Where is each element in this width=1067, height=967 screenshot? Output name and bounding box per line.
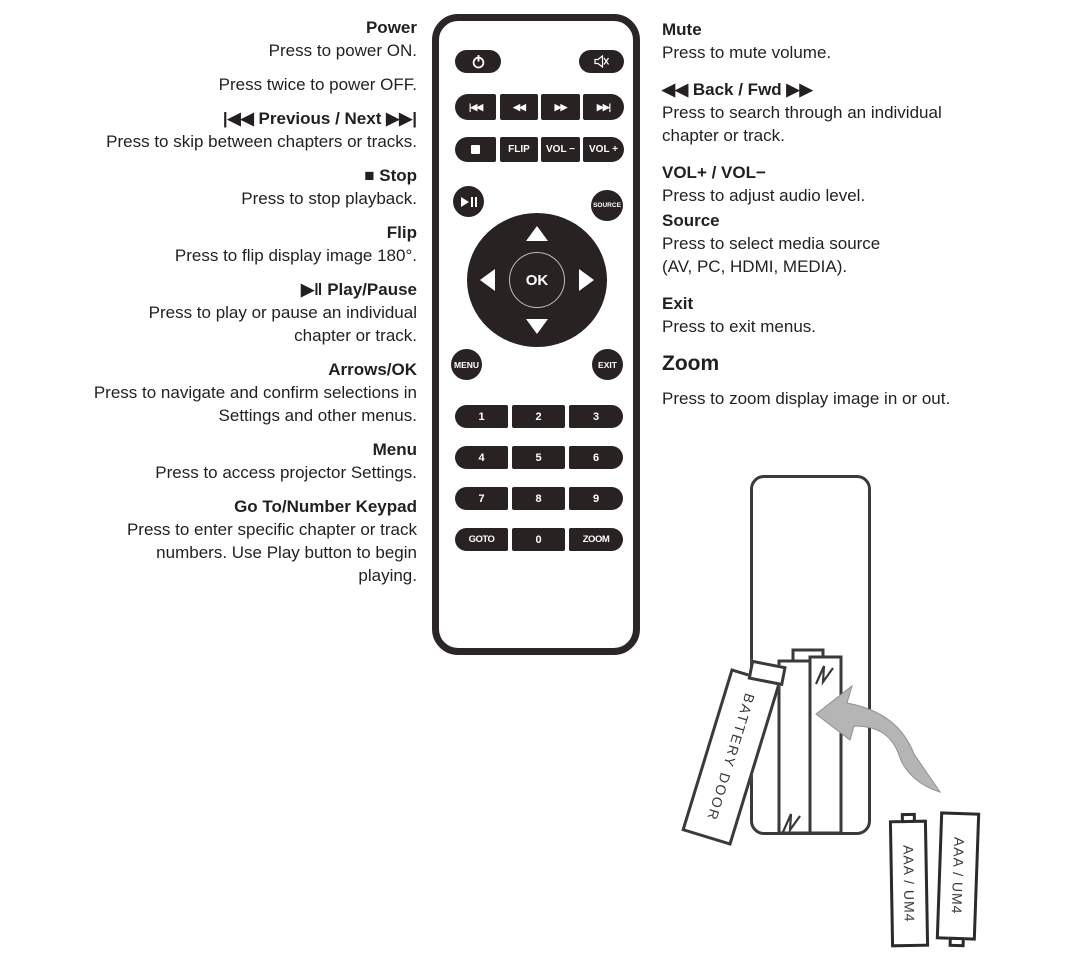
fast-forward-button[interactable] [541, 94, 580, 120]
volume-up-label: VOL + [589, 144, 618, 155]
battery-terminal-icon [949, 937, 965, 948]
label-play-pause-desc-1: Press to play or pause an individual [148, 303, 417, 322]
right-description-column [662, 18, 1062, 424]
label-play-pause-desc-2: chapter or track. [294, 326, 417, 345]
key-7-label: 7 [478, 492, 485, 505]
label-stop-title: ■ Stop [364, 166, 417, 185]
key-6-label: 6 [592, 451, 600, 464]
label-goto-keypad-desc-1: Press to enter specific chapter or track [126, 520, 417, 539]
previous-icon: |◀◀ [468, 101, 483, 112]
ok-button-label: OK [525, 271, 549, 289]
dpad [467, 213, 607, 347]
label-goto-keypad [18, 495, 417, 587]
previous-button[interactable] [455, 94, 496, 120]
power-icon [471, 54, 486, 69]
battery-terminal-icon [901, 813, 916, 823]
play-pause-button[interactable] [453, 186, 484, 217]
label-back-fwd-desc-1: Press to search through an individual [662, 103, 942, 122]
exit-button[interactable] [592, 349, 623, 380]
label-arrows-ok-desc-2: Settings and other menus. [218, 406, 417, 425]
volume-down-button[interactable] [541, 137, 580, 162]
next-button[interactable] [583, 94, 624, 120]
left-description-column [18, 16, 417, 598]
key-7[interactable] [455, 487, 508, 510]
label-flip [18, 221, 417, 267]
label-stop-desc: Press to stop playback. [241, 189, 417, 208]
key-9-label: 9 [592, 492, 600, 505]
label-play-pause-title: ▶‖ Play/Pause [300, 280, 417, 299]
arrow-left-icon[interactable] [480, 269, 495, 291]
label-arrows-ok [18, 358, 417, 427]
mute-button[interactable] [579, 50, 624, 73]
label-power-title: Power [365, 18, 417, 37]
flip-button[interactable] [500, 137, 538, 162]
key-6[interactable] [569, 446, 623, 469]
key-9[interactable] [569, 487, 623, 510]
ok-button[interactable] [509, 252, 565, 308]
label-mute [662, 18, 1062, 64]
battery-cell-aaa-2 [936, 811, 980, 940]
zoom-button-label: ZOOM [582, 534, 610, 545]
key-8-label: 8 [535, 492, 542, 505]
play-pause-icon [461, 197, 477, 207]
label-stop [18, 164, 417, 210]
volume-up-button[interactable] [583, 137, 624, 162]
label-source [662, 209, 1062, 278]
key-4-label: 4 [478, 451, 485, 464]
label-exit-title: Exit [662, 294, 694, 313]
label-previous-next-desc: Press to skip between chapters or tracks. [106, 132, 417, 151]
power-button[interactable] [455, 50, 501, 73]
label-back-fwd-title: ◀◀ Back / Fwd ▶▶ [662, 80, 813, 99]
battery-cell-1-label: AAA / UM4 [900, 844, 918, 923]
zoom-button[interactable] [569, 528, 623, 551]
remote-control [432, 14, 640, 655]
label-goto-keypad-desc-3: playing. [358, 566, 417, 585]
label-volume-desc: Press to adjust audio level. [662, 186, 866, 205]
key-1[interactable] [455, 405, 508, 428]
label-power-desc: Press to power ON. [268, 41, 417, 60]
label-exit-desc: Press to exit menus. [662, 317, 817, 336]
label-goto-keypad-title: Go To/Number Keypad [234, 497, 417, 516]
label-menu [18, 438, 417, 484]
label-power-off [18, 73, 417, 96]
label-back-fwd-desc-2: chapter or track. [662, 126, 785, 145]
label-menu-desc: Press to access projector Settings. [155, 463, 417, 482]
label-source-desc-1: Press to select media source [662, 234, 881, 253]
label-power [18, 16, 417, 62]
label-volume [662, 161, 1062, 207]
key-2[interactable] [512, 405, 565, 428]
battery-cell-aaa-1 [889, 820, 929, 948]
label-zoom-desc: Press to zoom display image in or out. [662, 389, 951, 408]
label-volume-title: VOL+ / VOL− [662, 163, 766, 182]
next-icon: ▶▶| [596, 101, 611, 112]
key-4[interactable] [455, 446, 508, 469]
key-3[interactable] [569, 405, 623, 428]
label-exit [662, 292, 1062, 338]
fast-forward-icon: ▶▶ [554, 101, 567, 112]
speaker-mute-icon [593, 54, 610, 69]
battery-cell-2-label: AAA / UM4 [948, 837, 968, 915]
rewind-button[interactable] [500, 94, 538, 120]
stop-square-icon [471, 145, 480, 154]
key-1-label: 1 [478, 410, 485, 423]
arrow-right-icon[interactable] [579, 269, 594, 291]
label-play-pause [18, 278, 417, 347]
label-zoom [662, 352, 1062, 410]
flip-button-label: FLIP [508, 144, 530, 155]
key-0-label: 0 [535, 533, 542, 546]
label-menu-title: Menu [372, 440, 417, 459]
arrow-down-icon[interactable] [526, 319, 548, 334]
key-0[interactable] [512, 528, 565, 551]
label-power-off-desc: Press twice to power OFF. [218, 75, 417, 94]
menu-button-label: MENU [453, 359, 480, 370]
label-arrows-ok-desc-1: Press to navigate and confirm selections in [93, 383, 417, 402]
label-source-title: Source [662, 211, 720, 230]
goto-button[interactable] [455, 528, 508, 551]
source-button-label: SOURCE [593, 202, 621, 209]
stop-button[interactable] [455, 137, 496, 162]
source-button[interactable] [591, 190, 623, 221]
key-8[interactable] [512, 487, 565, 510]
key-3-label: 3 [592, 410, 600, 423]
label-mute-desc: Press to mute volume. [662, 43, 832, 62]
rewind-icon: ◀◀ [513, 101, 525, 112]
label-previous-next-title: |◀◀ Previous / Next ▶▶| [222, 109, 417, 128]
label-back-fwd [662, 78, 1062, 147]
label-goto-keypad-desc-2: numbers. Use Play button to begin [156, 543, 417, 562]
menu-button[interactable] [451, 349, 482, 380]
goto-button-label: GOTO [468, 534, 495, 545]
label-mute-title: Mute [662, 20, 702, 39]
key-2-label: 2 [535, 410, 542, 423]
label-arrows-ok-title: Arrows/OK [328, 360, 417, 379]
exit-button-label: EXIT [598, 359, 617, 370]
insert-direction-arrow-icon [800, 670, 960, 820]
key-5-label: 5 [535, 451, 542, 464]
label-source-desc-2: (AV, PC, HDMI, MEDIA). [662, 257, 848, 276]
key-5[interactable] [512, 446, 565, 469]
label-previous-next [18, 107, 417, 153]
volume-down-label: VOL − [546, 144, 575, 155]
arrow-up-icon[interactable] [526, 226, 548, 241]
label-zoom-title: Zoom [662, 352, 720, 375]
battery-door-label: BATTERY DOOR [703, 691, 759, 823]
label-flip-title: Flip [386, 223, 417, 242]
label-flip-desc: Press to flip display image 180°. [174, 246, 417, 265]
